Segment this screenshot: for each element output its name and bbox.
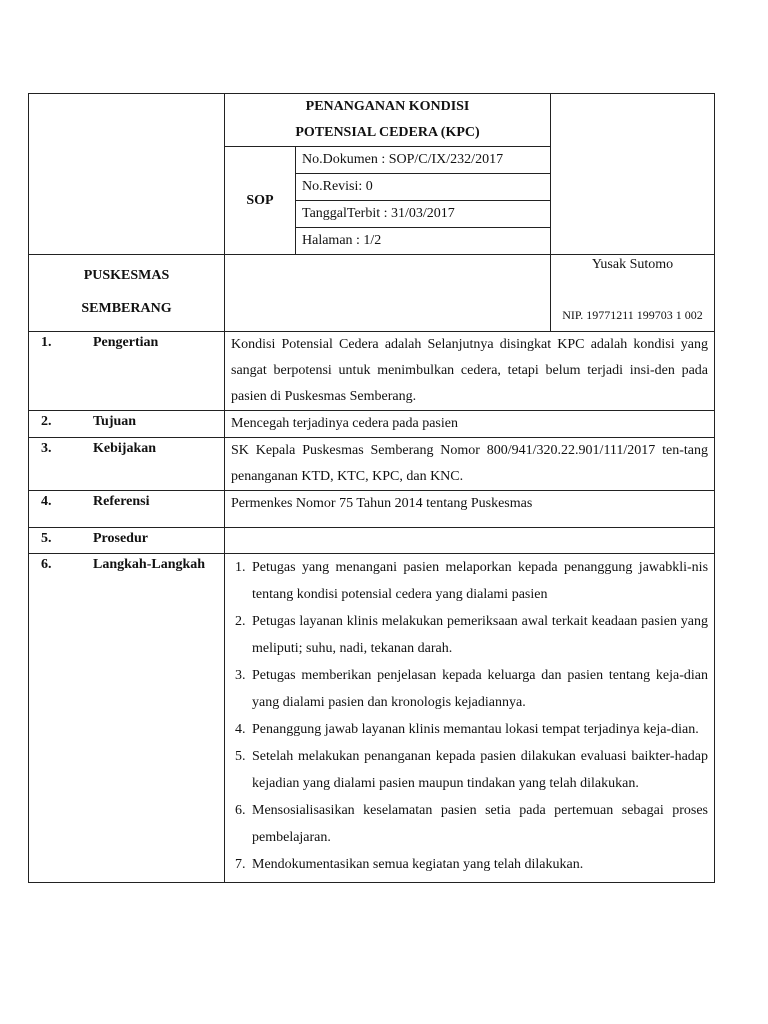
- section-number: 2.: [41, 414, 52, 429]
- document-title-line2: POTENSIAL CEDERA (KPC): [295, 125, 480, 140]
- section-text: Kondisi Potensial Cedera adalah Selanjutnya disingkat KPC adalah kondisi yang sangat berpotensi untuk menimbulkan cedera, tetapi belum terjadi insi-den pada pasien di Puskesmas Semberang.: [225, 332, 715, 411]
- section-row: [29, 411, 715, 438]
- step-item: 1. Petugas yang menangani pasien melaporkan kepada penanggung jawabkli-nis tentang kondisi potensial cedera yang dialami pasien: [249, 554, 708, 608]
- section-text: Mencegah terjadinya cedera pada pasien: [225, 411, 715, 438]
- section-text: Permenkes Nomor 75 Tahun 2014 tentang Puskesmas: [225, 491, 715, 528]
- signer-nip: NIP. 19771211 199703 1 002: [562, 308, 703, 322]
- section-text: SK Kepala Puskesmas Semberang Nomor 800/941/320.22.901/111/2017 ten-tang penanganan KTD, KTC, KPC, dan KNC.: [225, 438, 715, 491]
- organization-cell: [29, 255, 225, 332]
- document-title-line1: PENANGANAN KONDISI: [305, 99, 470, 114]
- revision-number: No.Revisi: 0: [296, 174, 551, 201]
- step-item: 3. Petugas memberikan penjelasan kepada keluarga dan pasien tentang keja-dian yang dialami pasien dan kronologis kejadiannya.: [249, 662, 708, 716]
- section-label-cell: [29, 411, 225, 438]
- section-label: Prosedur: [93, 531, 148, 546]
- step-item: 6. Mensosialisasikan keselamatan pasien setia pada pertemuan sebagai proses pembelajaran.: [249, 797, 708, 851]
- section-number: 4.: [41, 494, 52, 509]
- section-row: [29, 554, 715, 883]
- section-row: [29, 438, 715, 491]
- section-label-cell: [29, 332, 225, 411]
- section-label-cell: [29, 438, 225, 491]
- step-item: 7. Mendokumentasikan semua kegiatan yang telah dilakukan.: [249, 851, 708, 878]
- section-label: Pengertian: [93, 335, 159, 350]
- step-item: 4. Penanggung jawab layanan klinis memantau lokasi tempat terjadinya keja-dian.: [249, 716, 708, 743]
- section-number: 5.: [41, 531, 52, 546]
- section-row: [29, 332, 715, 411]
- section-label-cell: [29, 528, 225, 554]
- section-number: 3.: [41, 441, 52, 456]
- organization-line2: SEMBERANG: [81, 301, 172, 316]
- section-row: [29, 528, 715, 554]
- page-number: Halaman : 1/2: [296, 228, 551, 255]
- section-label: Referensi: [93, 494, 150, 509]
- section-label: Kebijakan: [93, 441, 157, 456]
- step-item: 2. Petugas layanan klinis melakukan pemeriksaan awal terkait keadaan pasien yang meliputi; suhu, nadi, tekanan darah.: [249, 608, 708, 662]
- steps-cell: [225, 554, 715, 883]
- document-title: [225, 94, 551, 147]
- section-label-cell: [29, 491, 225, 528]
- section-label-cell: [29, 554, 225, 883]
- steps-list: [225, 554, 714, 882]
- step-item: 5. Setelah melakukan penanganan kepada pasien dilakukan evaluasi baikter-hadap kejadian yang dialami pasien maupun tindakan yang telah dilakukan.: [249, 743, 708, 797]
- signer-cell: [551, 255, 715, 332]
- signer-name: Yusak Sutomo: [591, 257, 674, 272]
- section-text: [225, 528, 715, 554]
- issue-date: TanggalTerbit : 31/03/2017: [296, 201, 551, 228]
- header-right-cell: [551, 94, 715, 255]
- organization-line1: PUSKESMAS: [83, 268, 170, 283]
- section-label: Langkah-Langkah: [93, 557, 206, 572]
- section-label: Tujuan: [93, 414, 137, 429]
- signature-blank-cell: [225, 255, 551, 332]
- sop-label: SOP: [225, 147, 296, 255]
- sop-table: [28, 93, 715, 883]
- sop-document: [28, 93, 714, 883]
- section-row: [29, 491, 715, 528]
- doc-number: No.Dokumen : SOP/C/IX/232/2017: [296, 147, 551, 174]
- logo-cell: [29, 94, 225, 255]
- section-number: 6.: [41, 557, 52, 572]
- section-number: 1.: [41, 335, 52, 350]
